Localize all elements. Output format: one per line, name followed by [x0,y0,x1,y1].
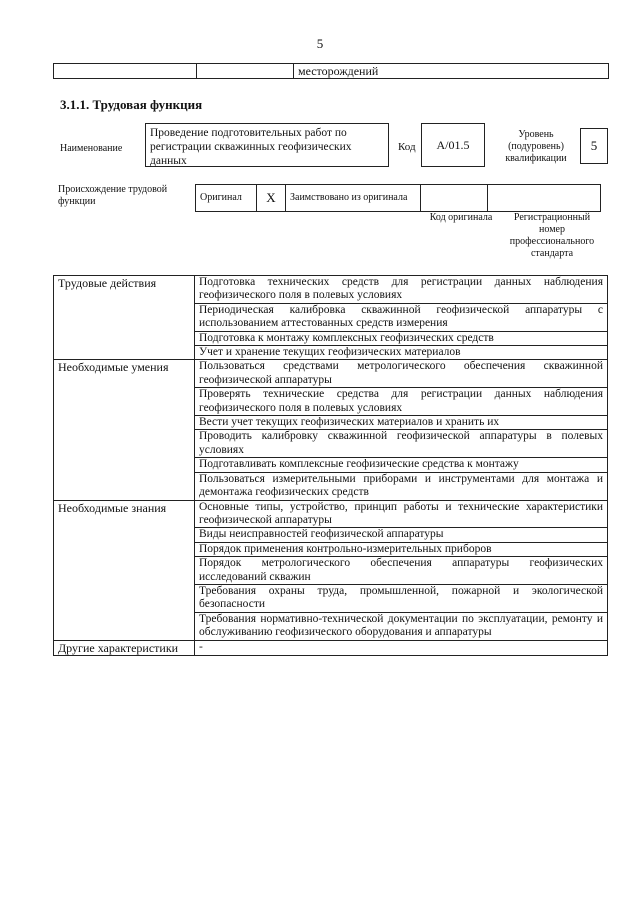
level-label: Уровень (подуровень) квалификации [505,129,567,164]
table-row [54,276,608,304]
section-item: Требования охраны труда, промышленной, пожарной и экологической безопасности [195,584,608,612]
section-title: 3.1.1. Трудовая функция [60,97,203,112]
top-strip-cell-1 [54,64,197,79]
section-item: Подготовка технических средств для регистрации данных наблюдения геофизического поля в полевых условиях [195,276,608,304]
name-label: Наименование [60,143,123,154]
section-item: Виды неисправностей геофизической аппаратуры [195,528,608,542]
section-item: Учет и хранение текущих геофизических материалов [195,346,608,360]
section-item: Порядок применения контрольно-измерительных приборов [195,542,608,556]
function-details-table [53,275,608,656]
section-label: Другие характеристики [54,640,195,655]
table-row [54,500,608,528]
table-row [54,640,608,655]
top-strip-table [53,63,609,79]
section-item: Проводить калибровку скважинной геофизической аппаратуры в полевых условиях [195,430,608,458]
name-value-box: Проведение подготовительных работ по регистрации скважинных геофизических данных [145,123,389,167]
section-item: - [195,640,608,655]
origin-table [195,184,601,212]
section-item: Требования нормативно-технической документации по эксплуатации, ремонту и обслуживанию геофизического оборудования и аппаратуры [195,612,608,640]
table-row [54,360,608,388]
section-item: Подготовка к монтажу комплексных геофизических средств [195,331,608,345]
section-item: Пользоваться измерительными приборами и инструментами для монтажа и демонтажа геофизических средств [195,472,608,500]
section-item: Пользоваться средствами метрологического обеспечения скважинной геофизической аппаратуры [195,360,608,388]
section-item: Основные типы, устройство, принцип работы и технические характеристики геофизической аппаратуры [195,500,608,528]
section-item: Вести учет текущих геофизических материалов и хранить их [195,416,608,430]
borrowed-label: Заимствовано из оригинала [286,185,421,212]
section-label: Необходимые умения [54,360,195,500]
code-original-label: Код оригинала [429,212,493,223]
section-item: Проверять технические средства для регистрации данных наблюдения геофизического поля в полевых условиях [195,388,608,416]
section-item: Порядок метрологического обеспечения аппаратуры геофизических исследований скважин [195,557,608,585]
reg-number-cell [488,185,601,212]
code-original-cell [421,185,488,212]
section-label: Трудовые действия [54,276,195,360]
code-value-box: A/01.5 [421,123,485,167]
top-strip-cell-3: месторождений [294,64,609,79]
section-item: Подготавливать комплексные геофизические средства к монтажу [195,458,608,472]
original-mark: X [257,185,286,212]
section-label: Необходимые знания [54,500,195,640]
section-item: Периодическая калибровка скважинной геофизической аппаратуры с использованием аттестованных средств измерения [195,303,608,331]
level-value-box: 5 [580,128,608,164]
top-strip-cell-2 [197,64,294,79]
origin-label: Происхождение трудовой функции [58,184,168,207]
original-label: Оригинал [196,185,257,212]
reg-number-label: Регистрационный номер профессионального стандарта [509,212,595,259]
code-label: Код [398,141,416,153]
page-number: 5 [316,36,324,51]
